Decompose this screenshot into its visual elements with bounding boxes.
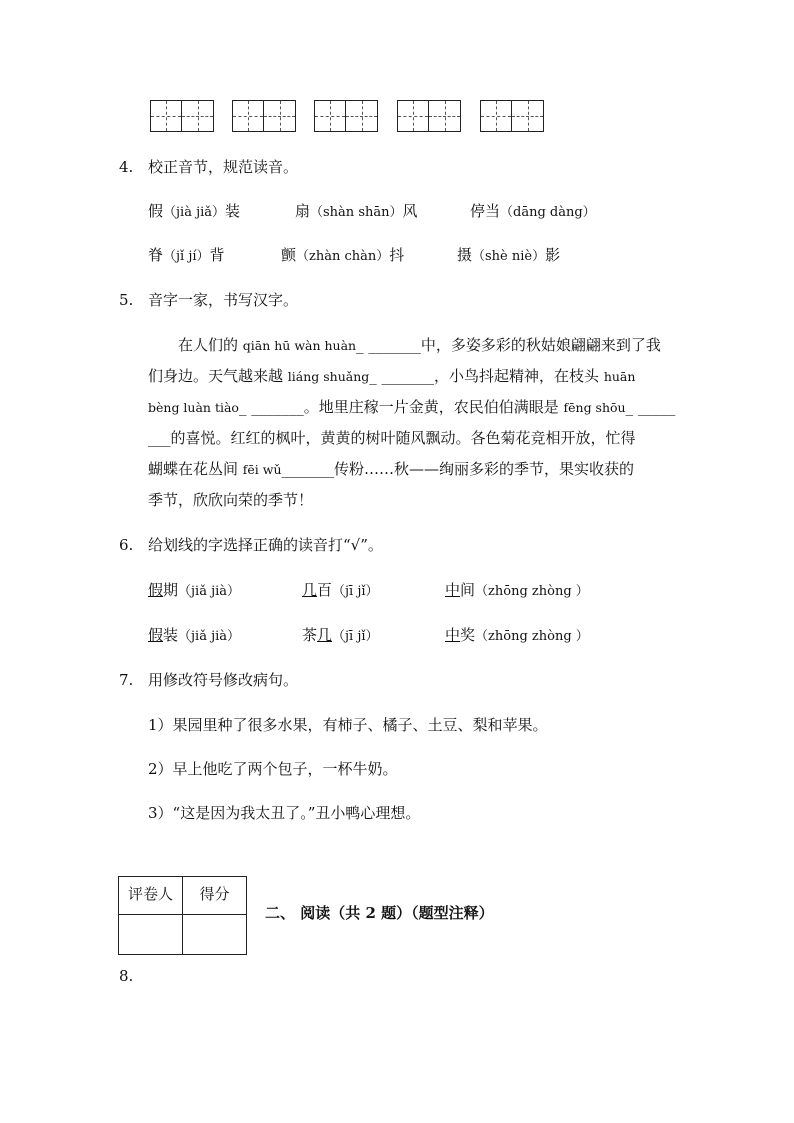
- writing-grid-pair: [150, 100, 214, 132]
- q8-number: 8.: [119, 967, 134, 985]
- q6-item: 中奖（zhōng zhòng ）: [445, 626, 589, 644]
- q4-title: 校正音节，规范读音。: [148, 158, 299, 176]
- q4-item: 颤（zhàn chàn）抖: [281, 246, 405, 264]
- q4-item: 假（jià jiǎ）装: [148, 202, 241, 220]
- q4-item: 停当（dāng dàng）: [470, 202, 596, 220]
- q6-number: 6.: [119, 536, 134, 554]
- q6-item: 假装（jiǎ jià）: [148, 626, 241, 644]
- q5-line: ___的喜悦。红红的枫叶，黄黄的树叶随风飘动。各色菊花竞相开放，忙得: [148, 429, 636, 447]
- q4-number: 4.: [119, 158, 134, 176]
- q7-number: 7.: [119, 671, 134, 689]
- section-title: 二、 阅读（共 2 题）（题型注释）: [265, 904, 494, 922]
- q6-item: 茶几（jī jǐ）: [302, 626, 379, 644]
- q5-line: 们身边。天气越来越 liáng shuǎng_ _______，小鸟抖起精神，在枝头 huān: [148, 367, 636, 385]
- q6-item: 几百（jī jǐ）: [302, 581, 379, 599]
- q5-line: 蝴蝶在花丛间 fēi wǔ_______传粉……秋——绚丽多彩的季节，果实收获的: [148, 460, 635, 478]
- q5-line: 在人们的 qiān hū wàn huàn_ _______中，多姿多彩的秋姑娘翩翩来到了我: [178, 336, 661, 354]
- q5-line: 季节，欣欣向荣的季节！: [148, 491, 314, 509]
- reviewer-header: 评卷人: [119, 877, 183, 915]
- q7-sentence: 3）“这是因为我太丑了。”丑小鸭心理想。: [148, 804, 421, 822]
- q4-item: 扇（shàn shān）风: [295, 202, 418, 220]
- writing-grid-pair: [232, 100, 296, 132]
- q6-title: 给划线的字选择正确的读音打“√”。: [148, 536, 383, 554]
- score-table: [118, 876, 247, 955]
- q6-item: 假期（jiǎ jià）: [148, 581, 241, 599]
- q5-number: 5.: [119, 291, 134, 309]
- writing-grid-pair: [314, 100, 378, 132]
- q7-sentence: 1）果园里种了很多水果，有柿子、橘子、土豆、梨和苹果。: [148, 716, 548, 734]
- writing-grid-pair: [397, 100, 461, 132]
- q5-title: 音字一家，书写汉字。: [148, 291, 299, 309]
- score-cell: [183, 915, 247, 955]
- q7-title: 用修改符号修改病句。: [148, 671, 299, 689]
- q7-sentence: 2）早上他吃了两个包子，一杯牛奶。: [148, 760, 398, 778]
- score-header: 得分: [183, 877, 247, 915]
- writing-grid-pair: [480, 100, 544, 132]
- q4-item: 脊（jǐ jí）背: [148, 246, 225, 264]
- q6-item: 中间（zhōng zhòng ）: [445, 581, 589, 599]
- q5-line: bèng luàn tiào_ _______。地里庄稼一片金黄，农民伯伯满眼是 fēng shōu_ _____: [148, 398, 676, 416]
- reviewer-cell: [119, 915, 183, 955]
- q4-item: 摄（shè niè）影: [457, 246, 561, 264]
